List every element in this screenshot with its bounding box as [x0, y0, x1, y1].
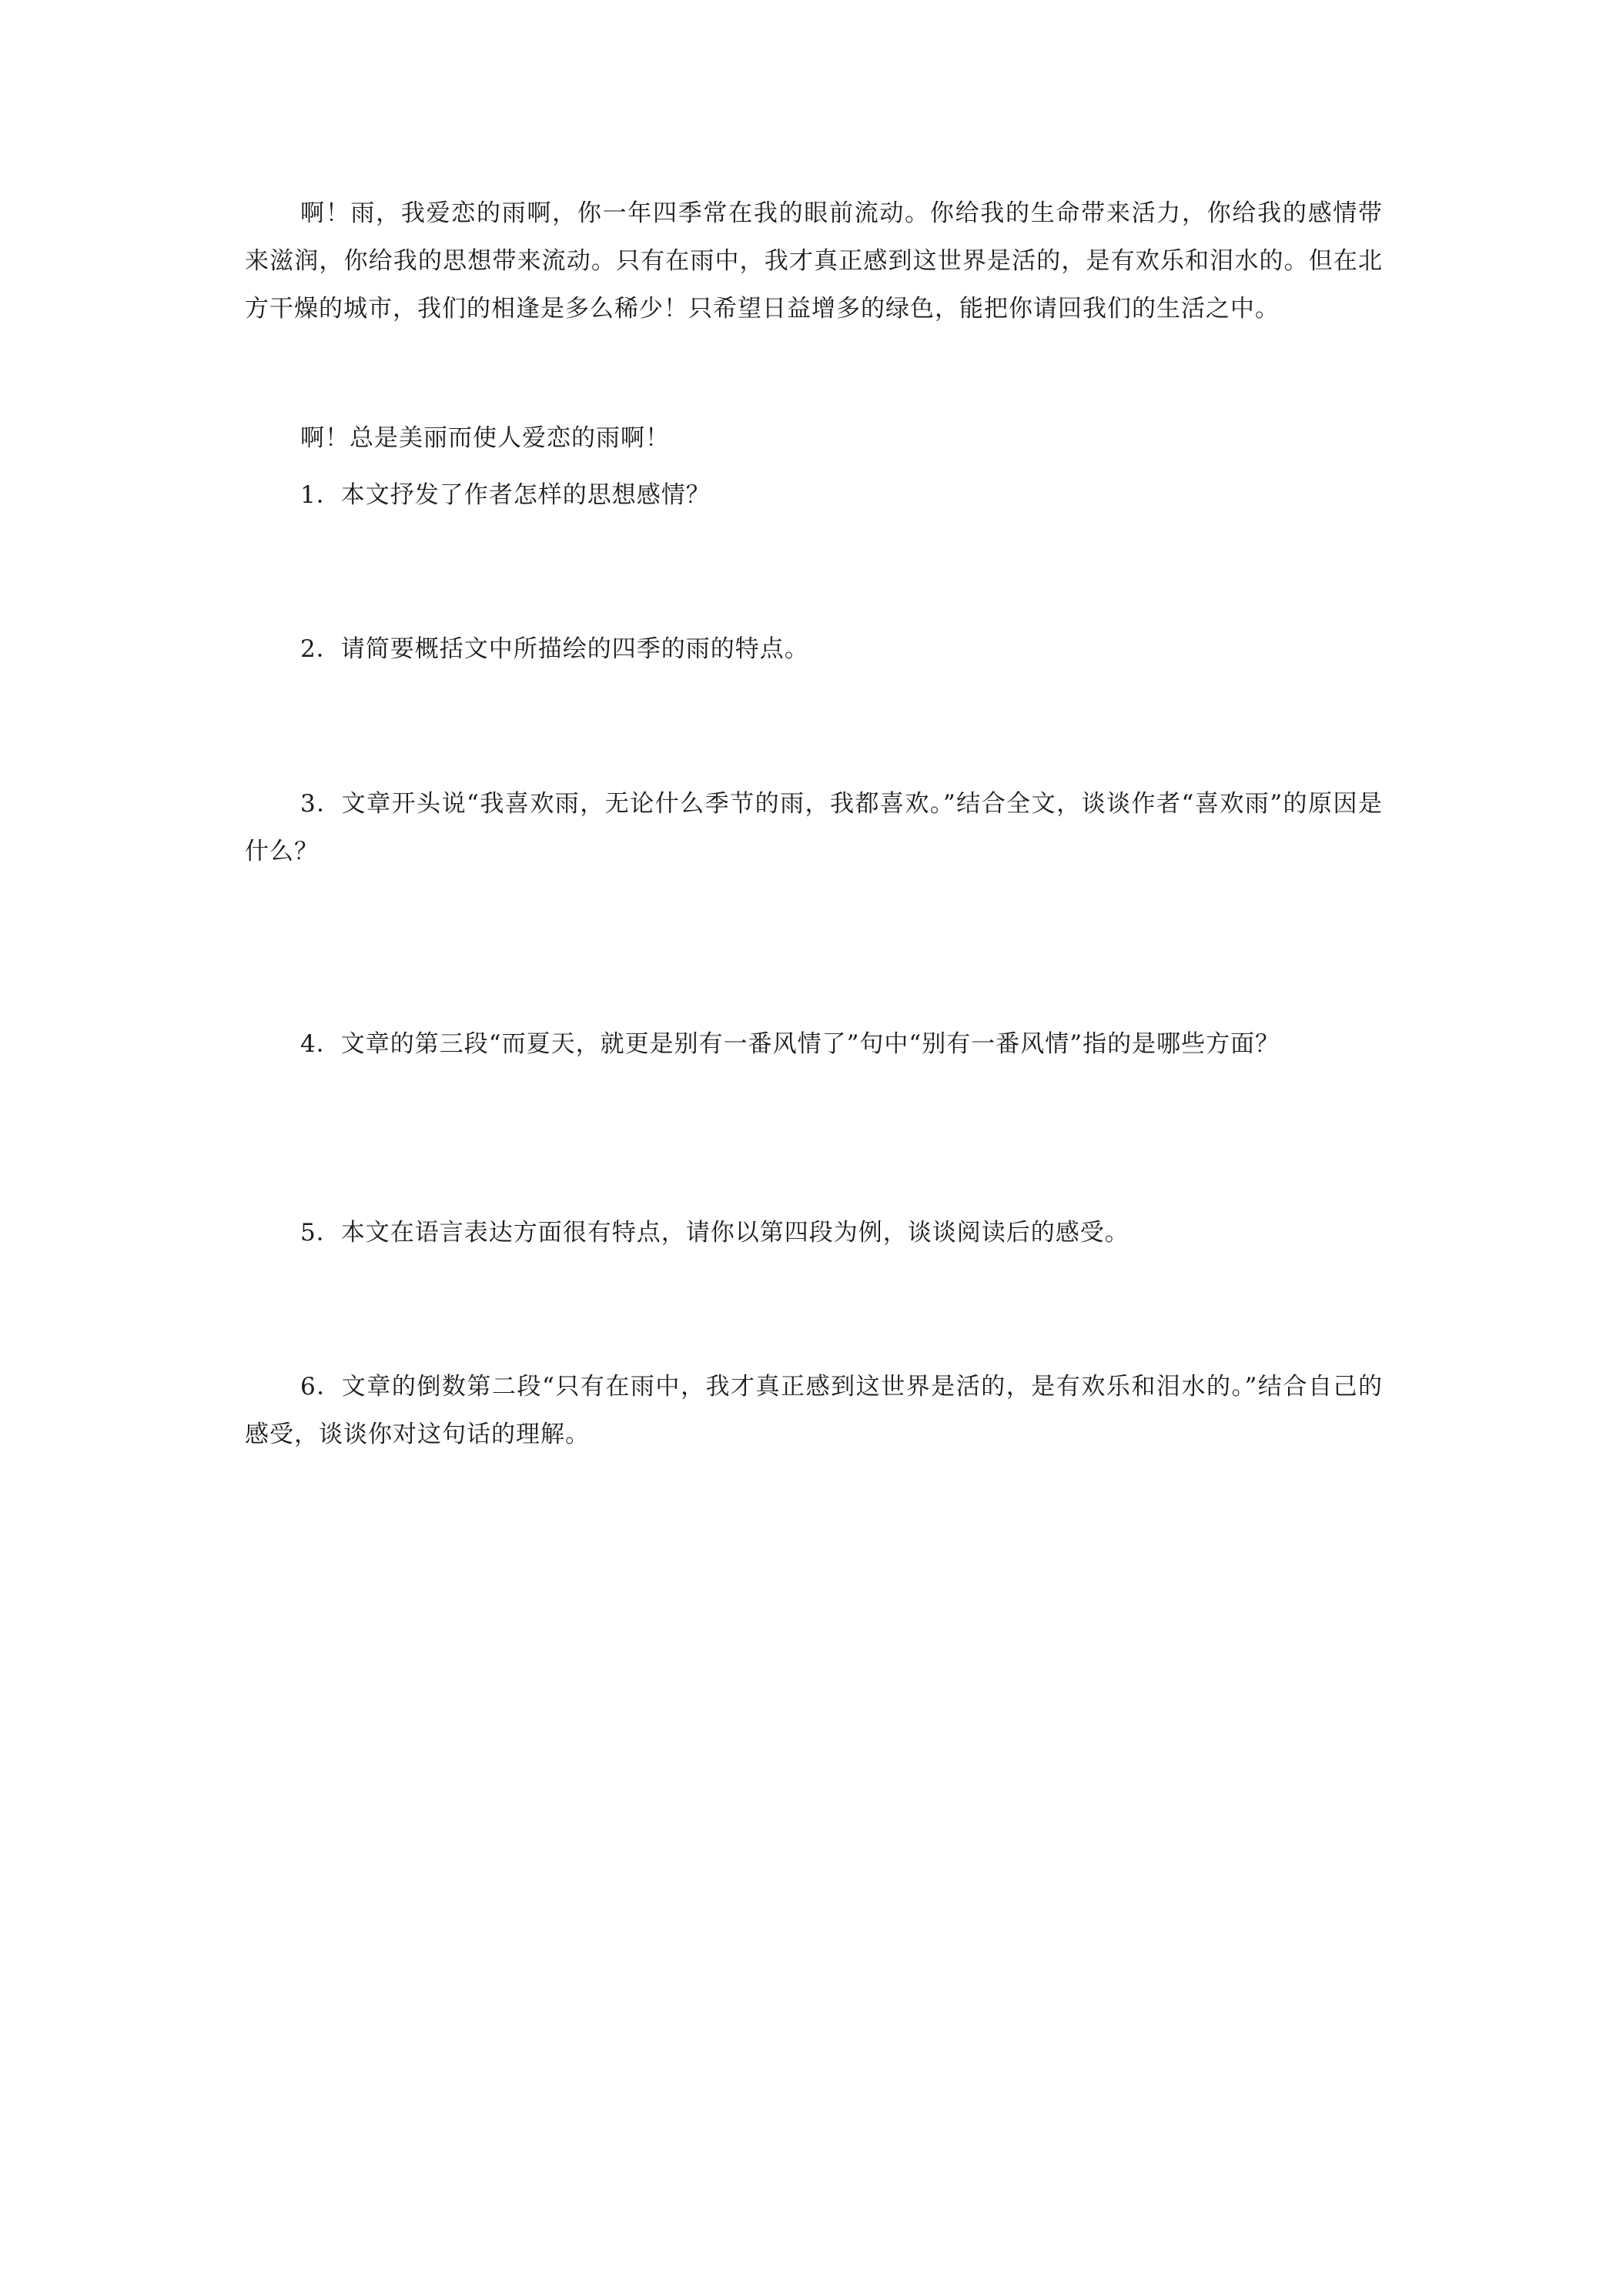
question-5: 5．本文在语言表达方面很有特点，请你以第四段为例，谈谈阅读后的感受。 [300, 1219, 1129, 1247]
passage-paragraph: 啊！雨，我爱恋的雨啊，你一年四季常在我的眼前流动。你给我的生命带来活力，你给我的感情带来滋润，你给我的思想带来流动。只有在雨中，我才真正感到这世界是活的，是有欢乐和泪水的。但在北方干燥的城市，我们的相逢是多么稀少！只希望日益增多的绿色，能把你请回我们的生活之中。 [245, 199, 1383, 323]
passage-paragraph: 啊！总是美丽而使人爱恋的雨啊！ [300, 424, 670, 452]
question-6: 6．文章的倒数第二段“只有在雨中，我才真正感到这世界是活的，是有欢乐和泪水的。”结合自己的感受，谈谈你对这句话的理解。 [245, 1373, 1383, 1448]
question-3: 3．文章开头说“我喜欢雨，无论什么季节的雨，我都喜欢。”结合全文，谈谈作者“喜欢雨”的原因是什么？ [245, 790, 1383, 865]
question-4: 4．文章的第三段“而夏天，就更是别有一番风情了”句中“别有一番风情”指的是哪些方面？ [300, 1030, 1280, 1058]
question-1: 1．本文抒发了作者怎样的思想感情？ [300, 481, 711, 509]
question-2: 2．请简要概括文中所描绘的四季的雨的特点。 [300, 635, 809, 663]
